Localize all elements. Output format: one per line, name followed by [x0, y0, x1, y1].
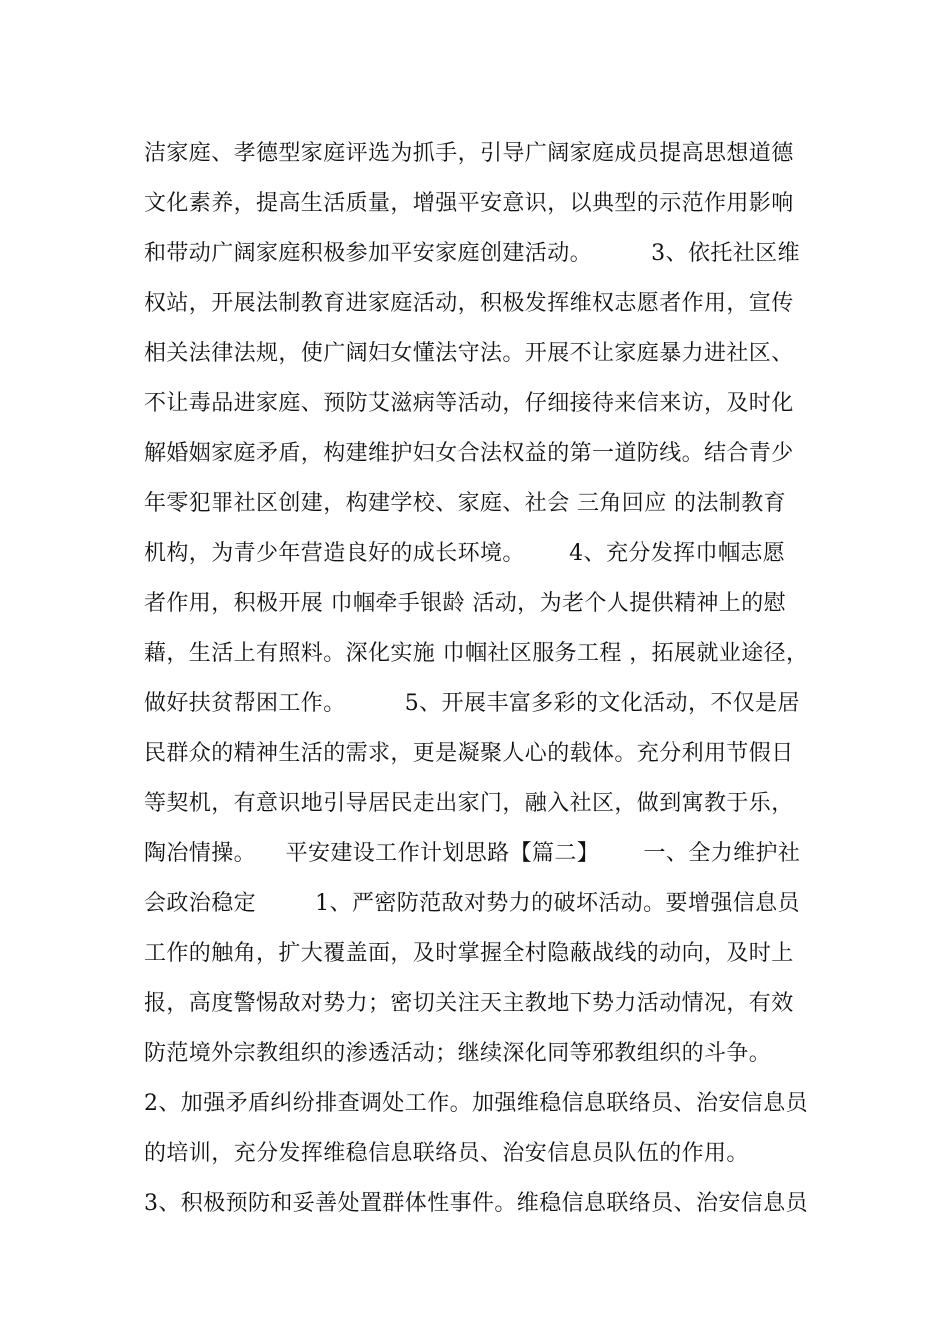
text-line: 文化素养，提高生活质量，增强平安意识，以典型的示范作用影响	[144, 191, 794, 216]
text-line: 年零犯罪社区创建，构建学校、家庭、社会 三角回应 的法制教育	[144, 491, 786, 516]
text-line: 和带动广阔家庭积极参加平安家庭创建活动。 3、依托社区维	[144, 241, 800, 266]
text-line: 的培训，充分发挥维稳信息联络员、治安信息员队伍的作用。	[144, 1141, 749, 1166]
text-line: 者作用，积极开展 巾帼牵手银龄 活动，为老个人提供精神上的慰	[144, 591, 786, 616]
text-line: 工作的触角，扩大覆盖面，及时掌握全村隐蔽战线的动向，及时上	[144, 941, 794, 966]
text-line: 做好扶贫帮困工作。 5、开展丰富多彩的文化活动，不仅是居	[144, 691, 800, 716]
text-line: 不让毒品进家庭、预防艾滋病等活动，仔细接待来信来访，及时化	[144, 391, 794, 416]
text-line: 权站，开展法制教育进家庭活动，积极发挥维权志愿者作用，宣传	[144, 291, 794, 316]
text-line: 陶冶情操。 平安建设工作计划思路【篇二】 一、全力维护社	[144, 841, 801, 866]
text-line: 洁家庭、孝德型家庭评选为抓手，引导广阔家庭成员提高思想道德	[144, 141, 794, 166]
text-line: 等契机，有意识地引导居民走出家门，融入社区，做到寓教于乐，	[144, 791, 794, 816]
text-line: 会政治稳定 1、严密防范敌对势力的破坏活动。要增强信息员	[144, 891, 800, 916]
text-line: 2、加强矛盾纠纷排查调处工作。加强维稳信息联络员、治安信息员	[144, 1091, 808, 1116]
text-line: 解婚姻家庭矛盾，构建维护妇女合法权益的第一道防线。结合青少	[144, 441, 794, 466]
text-line: 民群众的精神生活的需求，更是凝聚人心的载体。充分利用节假日	[144, 741, 794, 766]
text-line: 3、积极预防和妥善处置群体性事件。维稳信息联络员、治安信息员	[144, 1191, 808, 1216]
text-line: 防范境外宗教组织的渗透活动；继续深化同等邪教组织的斗争。	[144, 1041, 772, 1066]
text-line: 机构，为青少年营造良好的成长环境。 4、充分发挥巾帼志愿	[144, 541, 786, 566]
text-line: 报，高度警惕敌对势力；密切关注天主教地下势力活动情况，有效	[144, 991, 794, 1016]
text-line: 相关法律法规，使广阔妇女懂法守法。开展不让家庭暴力进社区、	[144, 341, 794, 366]
document-body	[144, 129, 834, 1229]
text-line: 藉，生活上有照料。深化实施 巾帼社区服务工程 ，拓展就业途径，	[144, 641, 809, 666]
